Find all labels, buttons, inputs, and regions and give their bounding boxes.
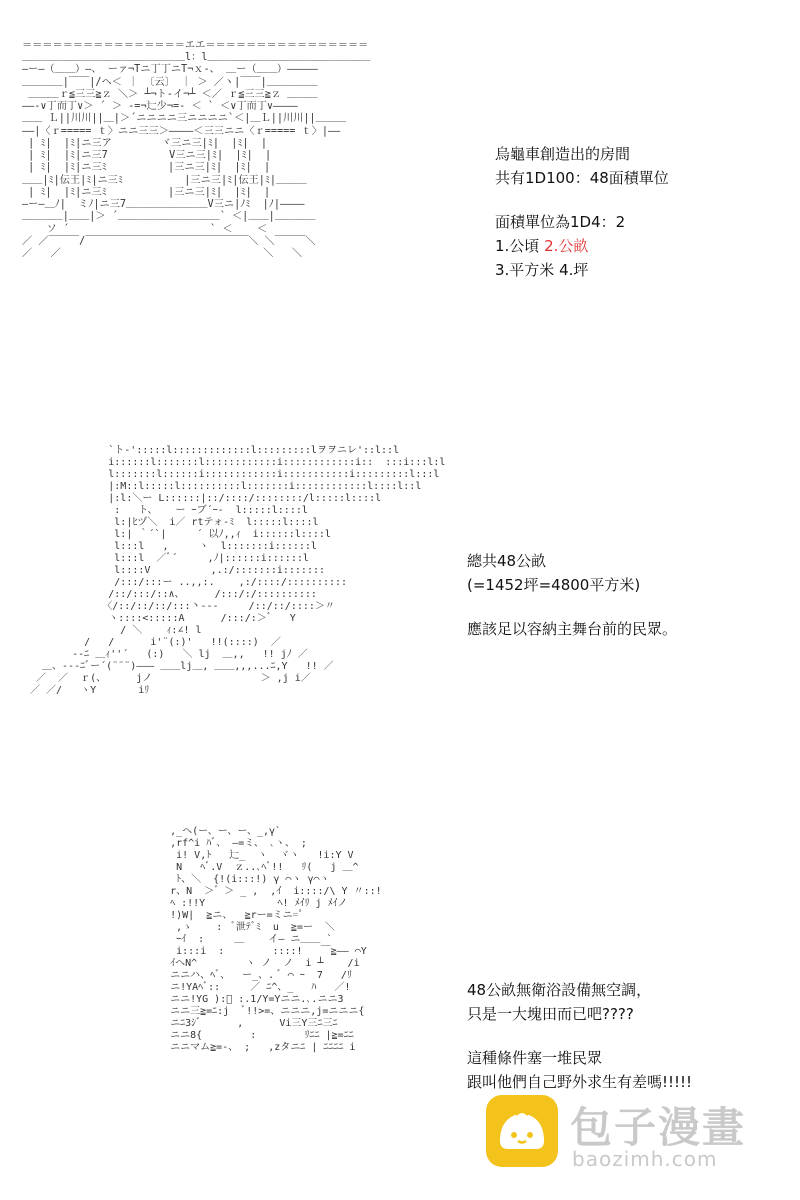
caption-line: (=1452坪=4800平方米) (467, 576, 641, 594)
watermark-url: baozimh.com (572, 1147, 718, 1171)
ascii-art-character-shouting: ,_ヘ(ー、ー、ー、_,γ` ,rf^i ﾊﾞ、 ―=ミ、 ､ヽ、 ; i! V,ﾄ 辷_ ヽ ヾヽ !i:Y V N ﾍﾞ.V ｚ..､ﾍﾞ!! ﾘ( j ＿^ ﾄ、＼ {!(i:::!) γ ⌒ヽ γ⌒ヽ r、N ＞゛＞ _ , ,ｲ i::::/\ Y 〃::! ﾍ :!!Y ﾍ! ﾒｲﾘ j ﾒｲノ !)W| ≧ニ、 ≧rー=ミニ=ﾟ ,ゝ : ﾞ泄ﾃﾞﾐ u ≧=ー ＼ ｰｲ : ＿ イ― ニ＿＿ ` i:::i : ::::! ￣≧―― ⌒Y ｲヘN^ ヽ ノ ノ i ┴ /i ニニハ、ﾍﾞ、 ー_、. ﾞ ⌒ ｰ 7 /ﾘ ニ!YAﾍﾞ:: ／ ﾆ^、_ ﾊ ／! ニニ!YG ):ﾞ :.1/Y=Yニニ.､.ニニ3 ニニ三≧=ﾆ:j ﾞ!!>=、ニニニ,j=ニニニ{ ニﾆ3ｼﾞ , Vi三Y三ﾆ三ﾆ ニニ8{ : ﾘﾆﾆ |≧=ﾆﾆ ニニマム≧=-、 ; ,zタニﾆ | ﾆﾆﾆﾆ i (170, 826, 382, 1053)
caption-line: 烏龜車創造出的房間 (495, 145, 631, 163)
watermark (486, 1095, 786, 1175)
caption-line: 共有1D100：48面積單位 (495, 169, 669, 187)
caption-complaint (467, 978, 692, 1094)
option-hectare: 1.公頃 (495, 237, 540, 255)
caption-line: 總共48公畝 (467, 552, 547, 570)
caption-line: 這種條件塞一堆民眾 (467, 1049, 603, 1067)
option-are-highlighted: 2.公畝 (544, 237, 589, 255)
caption-line: 應該足以容納主舞台前的民眾。 (467, 620, 678, 638)
ascii-art-room-gate: ＝＝＝＝＝＝＝＝＝＝＝＝＝＝＝＝エエ＝＝＝＝＝＝＝＝＝＝＝＝＝＝＝＝ ＿＿＿＿＿＿＿＿＿＿＿＿＿＿＿＿l：l＿＿＿＿＿＿＿＿＿＿＿＿＿＿＿＿ ―ー―（＿＿）―、 ーァ¬Tニ丁丁ニT¬ｘ-、 ＿ー（＿＿）――――― ＿＿＿＿|￣￣|/ヘ＜ ｜ 〔云〕 ｜ ＞ ／ヽ|￣￣|＿＿＿＿＿ ＿＿＿ｒ≦三三≧ｚ ＼＞ ┴¬ト-イ¬┴ ＜／ ｒ≦三三≧ｚ ＿＿＿ ――-∨丁而丁∨＞ ´ ＞ -=¬辷少¬=- ＜ ` ＜∨丁而丁∨―――― ＿＿ Ｌ||川川||＿|＞´ニニニニ三ニニニニ`＜|＿Ｌ||川川||＿＿＿ ――|〈ｒ===== ｔ〉ニニ三三＞――――＜三三ニニ〈ｒ===== ｔ〉|―― | ﾐ| |ﾐ|ニ三ア ヾ三ニ三|ﾐ| |ﾐ| | | ﾐ| |ﾐ|ニ三7 V三ニ三|ﾐ| |ﾐ| | | ﾐ| |ﾐ|ニ三ﾐ |三ニ三|ﾐ| |ﾐ| | ＿＿|ﾐ|伝王|ﾐ|ニ三ﾐ |三ニ三|ﾐ|伝王|ﾐ|＿＿＿ | ﾐ| |ﾐ|ニ三ﾐ |三ニ三|ﾐ| |ﾐ| | ―ー―＿ﾉ| ミﾉ|ニ三7＿＿＿＿＿＿＿＿V三ニ|ﾉﾐ |ﾉ|―――― ＿＿＿＿|＿＿|＞ ´＿＿＿＿＿＿＿＿＿＿` ＜|＿＿|＿＿＿＿ ソ ´ ` ＜ ＜ ／ ／￣￣￣/￣￣￣￣￣￣￣￣￣￣￣￣￣￣￣￣＼ ＼￣￣￣＼ ／ ／ ＼ ＼ (22, 40, 371, 259)
caption-line: 面積單位為1D4：2 (495, 213, 626, 231)
caption-line: 3.平方米 4.坪 (495, 261, 589, 279)
caption-room-size (495, 142, 669, 282)
baozi-logo-icon (486, 1095, 558, 1167)
caption-line: 48公畝無衛浴設備無空調， (467, 981, 652, 999)
caption-line: 跟叫他們自己野外求生有差嗎!!!!! (467, 1073, 693, 1091)
caption-total-area (467, 549, 677, 641)
watermark-title: 包子漫畫 (570, 1103, 747, 1152)
caption-line-options (495, 234, 669, 258)
caption-line: 只是一大塊田而已吧???? (467, 1005, 634, 1023)
ascii-art-character-thinking: `ト-':::::l:::::::::::::l:::::::::lヲヲニレ'::l::l i::::::l:::::::l::::::::::::i::::::::::::i:: :::i:::l:l l:::::::l::::::i::::::::::::i:::::::::::i:::::::::l:::l |:M::l:::::l::::::::::l:::::::i::::::::::::l::::l::l |:l:＼ー L::::::|::/::::/::::::::/l:::::l::::l : ト、 ー ｰブ´ｰ- l:::::l::::l l:|ﾋヅ＼ i／ rtテォ-ﾐ l:::::l::::l l:| ｀´`| ´ 以ﾉ,,ｨ i::::::l::::l l:::l , ヽ l:::::::i::::::l l:::l ／ﾞ´ ,ﾉ|::::::i::::::l l::::V ,.:/:::::::i::::::: /:::/:::ー ..,,:. ,:/::::/:::::::::: /::/:::/::∧、 /:::/:/:::::::::: 〈/::/::/::/:::丶--- /::/::/::::＞〃 ヽ::::<:::::A /:::/:＞ﾞ Y / ＼ ｨ:∠! l / / i'¨(:)' !!(::::) ／ --ﾆ ＿ｨ''´ (:) ＼ lj ＿,, !! jﾉ ／ ＿、---ﾆﾞー´(¨¨¨)――― ＿＿lj＿, ＿＿,,,...ﾆ,Y !! ／ ／ ／ ｒ(、 jノ ＞ ,j i／ ／ ／/ ヽY iﾘ (30, 445, 446, 696)
